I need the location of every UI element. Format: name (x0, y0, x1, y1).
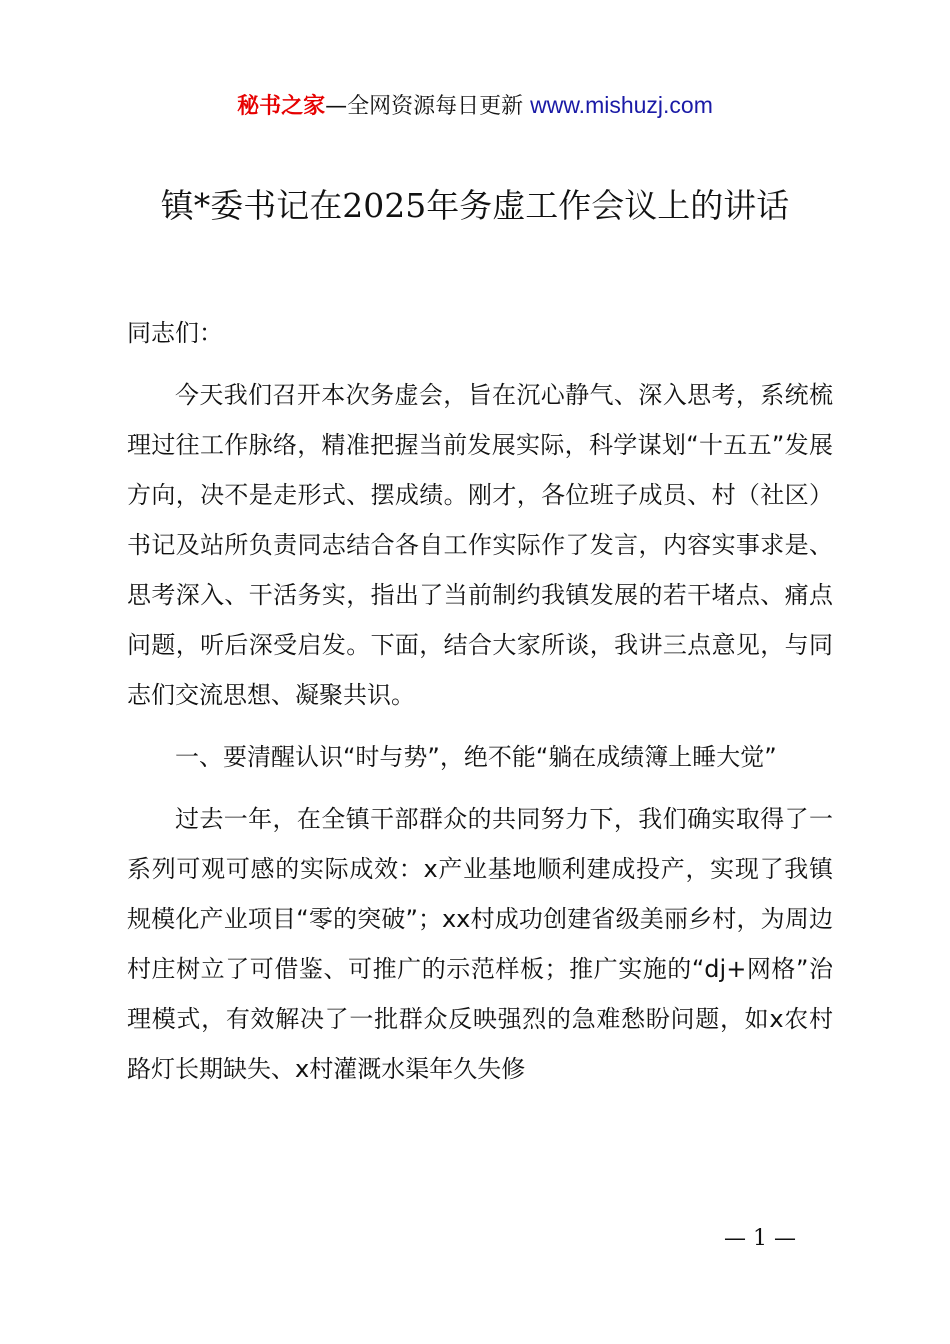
section-heading-1: 一、要清醒认识“时与势”，绝不能“躺在成绩簿上睡大觉” (175, 743, 777, 771)
header-slogan: —全网资源每日更新 (325, 94, 531, 119)
paragraph-intro: 今天我们召开本次务虚会，旨在沉心静气、深入思考，系统梳理过往工作脉络，精准把握当前发展实际，科学谋划“十五五”发展方向，决不是走形式、摆成绩。刚才，各位班子成员、村（社区）书记及站所负责同志结合各自工作实际作了发言，内容实事求是、思考深入、干活务实，指出了当前制约我镇发展的若干堵点、痛点问题，听后深受启发。下面，结合大家所谈，我讲三点意见，与同志们交流思想、凝聚共识。 (127, 381, 833, 709)
document-body (127, 308, 833, 1094)
salutation: 同志们： (127, 319, 223, 347)
site-url-link[interactable]: www.mishuzj.com (530, 92, 713, 118)
site-header (0, 88, 950, 124)
paragraph-achievements: 过去一年，在全镇干部群众的共同努力下，我们确实取得了一系列可观可感的实际成效：x产业基地顺利建成投产，实现了我镇规模化产业项目“零的突破”；xx村成功创建省级美丽乡村，为周边村庄树立了可借鉴、可推广的示范样板；推广实施的“dj+网格”治理模式，有效解决了一批群众反映强烈的急难愁盼问题，如x农村路灯长期缺失、x村灌溉水渠年久失修 (127, 805, 833, 1083)
page-number: — 1 — (724, 1226, 796, 1251)
document-title: 镇*委书记在2025年务虚工作会议上的讲话 (160, 186, 790, 225)
brand-name: 秘书之家 (237, 94, 326, 119)
